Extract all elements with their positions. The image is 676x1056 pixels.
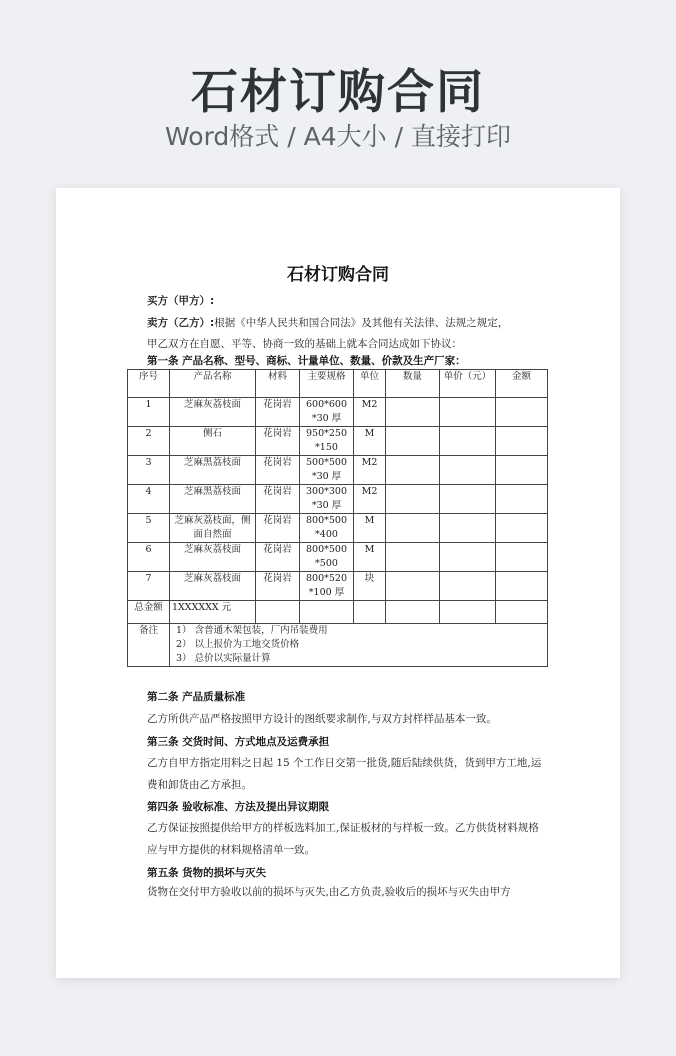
cell-no: 4: [128, 485, 170, 514]
banner-title: 石材订购合同: [191, 65, 485, 120]
cell-spec: [300, 398, 354, 427]
header-quantity: 数量: [386, 370, 440, 398]
cell-name: 芝麻黑荔枝面: [170, 456, 256, 485]
article-3-heading: 第三条 交货时间、方式地点及运费承担: [147, 736, 330, 748]
notes-cell: [170, 624, 548, 667]
article-2-heading: 第二条 产品质量标准: [147, 691, 246, 703]
cell-unit-price: [440, 543, 496, 572]
buyer-line: [147, 294, 587, 308]
spec-line-1: 800*500: [305, 515, 347, 526]
table-row: [128, 427, 548, 456]
total-value: 1XXXXXX 元: [170, 601, 256, 624]
cell-name: 芝麻灰荔枝面: [170, 543, 256, 572]
cell-unit: M: [354, 543, 386, 572]
article-4-text: 乙方保证按照提供给甲方的样板选料加工,保证板材的与样板一致。乙方供货材料规格应与甲方提供的材料规格清单一致。: [147, 822, 539, 856]
total-empty: [354, 601, 386, 624]
header-unit: 单位: [354, 370, 386, 398]
header-name: 产品名称: [170, 370, 256, 398]
table-row: [128, 456, 548, 485]
cell-material: 花岗岩: [256, 514, 300, 543]
cell-name: 芝麻灰荔枝面: [170, 398, 256, 427]
cell-no: 5: [128, 514, 170, 543]
spec-line-2: *30 厚: [311, 471, 342, 482]
cell-unit-price: [440, 485, 496, 514]
document-page: [56, 188, 620, 978]
spec-line-1: 950*250: [305, 428, 347, 439]
intro-line-2: 甲乙双方在自愿、平等、协商一致的基础上就本合同达成如下协议：: [147, 338, 462, 350]
spec-line-1: 600*600: [305, 399, 347, 410]
spec-line-2: *150: [315, 442, 338, 453]
buyer-label: 买方（甲方）:: [147, 295, 215, 307]
spec-line-1: 300*300: [305, 486, 347, 497]
seller-label: 卖方（乙方）:: [147, 317, 215, 329]
cell-amount: [496, 456, 548, 485]
note-item: 1） 含普通木架包装，厂内吊装费用: [176, 625, 328, 636]
note-item: 2） 以上报价为工地交货价格: [176, 639, 300, 650]
cell-quantity: [386, 485, 440, 514]
document-title: 石材订购合同: [287, 265, 389, 285]
cell-no: 7: [128, 572, 170, 601]
total-empty: [386, 601, 440, 624]
spec-line-2: *100 厚: [308, 587, 345, 598]
cell-unit: M: [354, 427, 386, 456]
cell-spec: [300, 427, 354, 456]
cell-no: 6: [128, 543, 170, 572]
cell-quantity: [386, 514, 440, 543]
product-table: [127, 369, 548, 667]
cell-no: 1: [128, 398, 170, 427]
cell-name: 芝麻黑荔枝面: [170, 485, 256, 514]
spec-line-1: 800*500: [305, 544, 347, 555]
spec-line-2: *30 厚: [311, 413, 342, 424]
article-2-text: 乙方所供产品严格按照甲方设计的图纸要求制作,与双方封样样品基本一致。: [147, 713, 497, 725]
cell-unit: M: [354, 514, 386, 543]
header-material: 材料: [256, 370, 300, 398]
cell-amount: [496, 543, 548, 572]
spec-line-1: 500*500: [305, 457, 347, 468]
spec-line-2: *30 厚: [311, 500, 342, 511]
header-spec: 主要规格: [300, 370, 354, 398]
cell-amount: [496, 485, 548, 514]
table-row: [128, 572, 548, 601]
cell-unit-price: [440, 427, 496, 456]
cell-name: 芝麻灰荔枝面: [170, 572, 256, 601]
cell-material: 花岗岩: [256, 456, 300, 485]
cell-unit-price: [440, 514, 496, 543]
cell-name: 侧石: [170, 427, 256, 456]
article-5-heading: 第五条 货物的损坏与灭失: [147, 867, 267, 879]
cell-spec: [300, 543, 354, 572]
cell-no: 2: [128, 427, 170, 456]
cell-quantity: [386, 572, 440, 601]
cell-amount: [496, 398, 548, 427]
article-1-heading: 第一条 产品名称、型号、商标、计量单位、数量、价款及生产厂家：: [147, 355, 466, 367]
total-empty: [440, 601, 496, 624]
cell-material: 花岗岩: [256, 427, 300, 456]
header-no: 序号: [128, 370, 170, 398]
note-item: 3） 总价以实际量计算: [176, 653, 271, 664]
cell-quantity: [386, 398, 440, 427]
cell-spec: [300, 485, 354, 514]
banner-subtitle: Word格式 / A4大小 / 直接打印: [165, 122, 511, 151]
cell-spec: [300, 572, 354, 601]
total-label: 总金额: [128, 601, 170, 624]
seller-line: [147, 316, 587, 330]
cell-quantity: [386, 427, 440, 456]
cell-spec: [300, 456, 354, 485]
table-header-row: [128, 370, 548, 398]
cell-no: 3: [128, 456, 170, 485]
cell-material: 花岗岩: [256, 572, 300, 601]
article-4-heading: 第四条 验收标准、方法及提出异议期限: [147, 801, 330, 813]
cell-material: 花岗岩: [256, 543, 300, 572]
table-row: [128, 543, 548, 572]
cell-amount: [496, 514, 548, 543]
spec-line-1: 800*520: [305, 573, 347, 584]
cell-name: 芝麻灰荔枝面，侧面自然面: [170, 514, 256, 543]
table-total-row: [128, 601, 548, 624]
total-empty: [496, 601, 548, 624]
cell-unit: M2: [354, 398, 386, 427]
article-5-text: 货物在交付甲方验收以前的损坏与灭失,由乙方负责,验收后的损坏与灭失由甲方: [147, 886, 511, 898]
cell-unit-price: [440, 572, 496, 601]
intro-line-1: 根据《中华人民共和国合同法》及其他有关法律、法规之规定，: [214, 317, 509, 329]
table-notes-row: [128, 624, 548, 667]
table-row: [128, 398, 548, 427]
cell-amount: [496, 427, 548, 456]
spec-line-2: *500: [315, 558, 338, 569]
cell-unit: 块: [354, 572, 386, 601]
cell-material: 花岗岩: [256, 398, 300, 427]
cell-unit: M2: [354, 485, 386, 514]
cell-unit-price: [440, 398, 496, 427]
total-empty: [256, 601, 300, 624]
cell-material: 花岗岩: [256, 485, 300, 514]
notes-label: 备注: [128, 624, 170, 667]
table-row: [128, 485, 548, 514]
total-empty: [300, 601, 354, 624]
header-unit-price: 单价（元）: [440, 370, 496, 398]
cell-amount: [496, 572, 548, 601]
cell-spec: [300, 514, 354, 543]
article-3-text: 乙方自甲方指定用料之日起 15 个工作日交第一批货,随后陆续供货，货到甲方工地,运费和卸货由乙方承担。: [147, 757, 542, 791]
cell-quantity: [386, 543, 440, 572]
cell-unit-price: [440, 456, 496, 485]
table-row: [128, 514, 548, 543]
header-amount: 金额: [496, 370, 548, 398]
spec-line-2: *400: [315, 529, 338, 540]
cell-quantity: [386, 456, 440, 485]
cell-unit: M2: [354, 456, 386, 485]
